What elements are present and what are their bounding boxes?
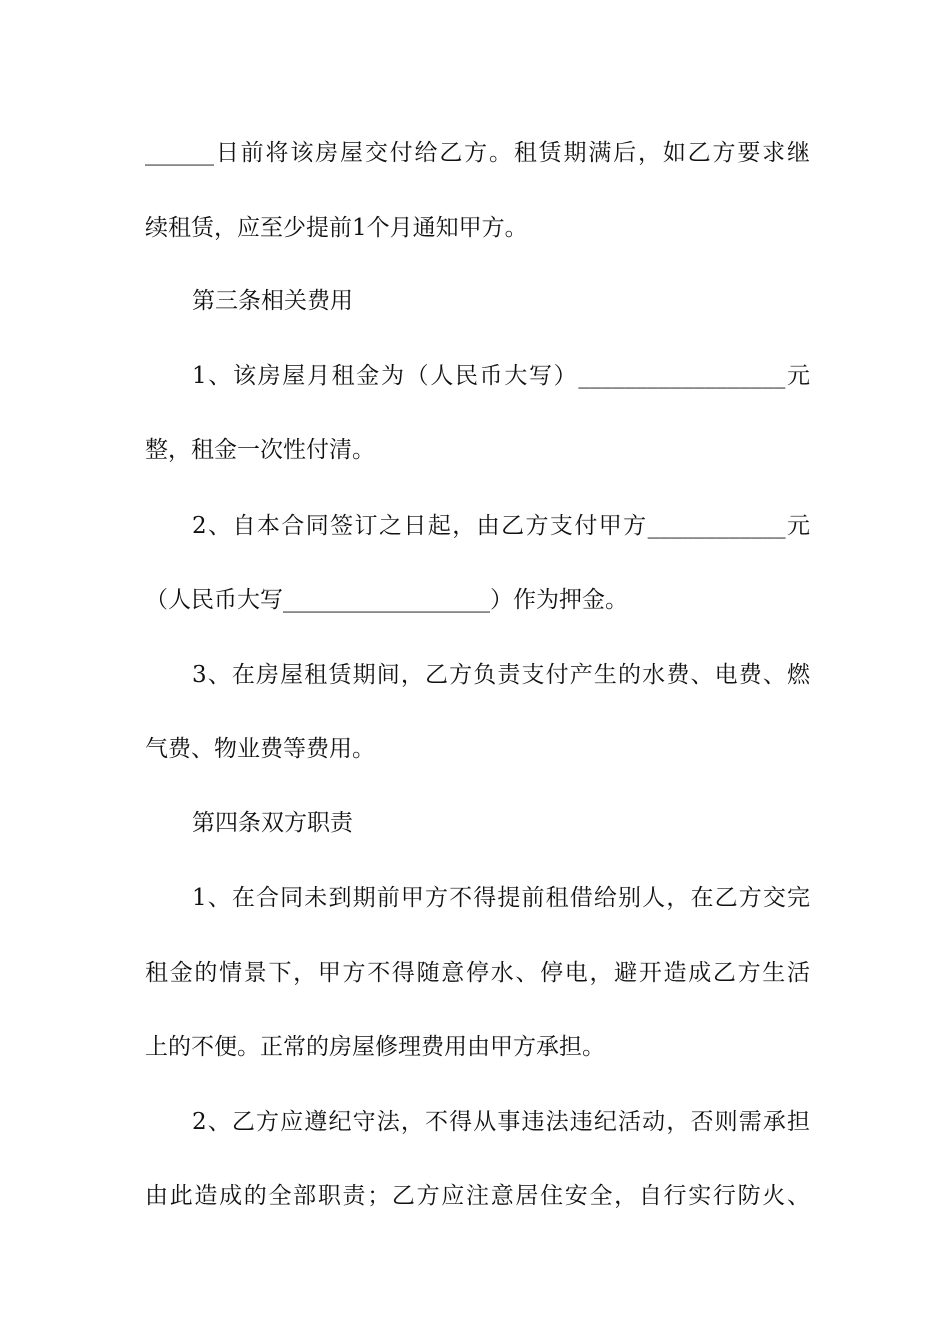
text-line-9: 气费、物业费等费用。: [145, 736, 375, 762]
text-line-1: ______日前将该房屋交付给乙方。租赁期满后，如乙方要求继: [145, 140, 810, 166]
text-line-7: （人民币大写__________________）作为押金。: [145, 587, 628, 613]
text-line-14: 2、乙方应遵纪守法，不得从事违法违纪活动，否则需承担: [192, 1109, 810, 1135]
text-line-11: 1、在合同未到期前甲方不得提前租借给别人，在乙方交完: [192, 885, 810, 911]
section-heading-fees: 第三条相关费用: [192, 288, 353, 314]
section-heading-duties: 第四条双方职责: [192, 810, 353, 836]
text-line-2: 续租赁，应至少提前1个月通知甲方。: [145, 215, 528, 241]
text-line-4: 1、该房屋月租金为（人民币大写）__________________元: [192, 363, 810, 389]
text-line-6: 2、自本合同签订之日起，由乙方支付甲方____________元: [192, 513, 810, 539]
text-line-8: 3、在房屋租赁期间，乙方负责支付产生的水费、电费、燃: [192, 662, 810, 688]
text-line-5: 整，租金一次性付清。: [145, 437, 375, 463]
text-line-15: 由此造成的全部职责；乙方应注意居住安全，自行实行防火、: [145, 1183, 810, 1209]
text-line-12: 租金的情景下，甲方不得随意停水、停电，避开造成乙方生活: [145, 960, 810, 986]
text-line-13: 上的不便。正常的房屋修理费用由甲方承担。: [145, 1034, 605, 1060]
